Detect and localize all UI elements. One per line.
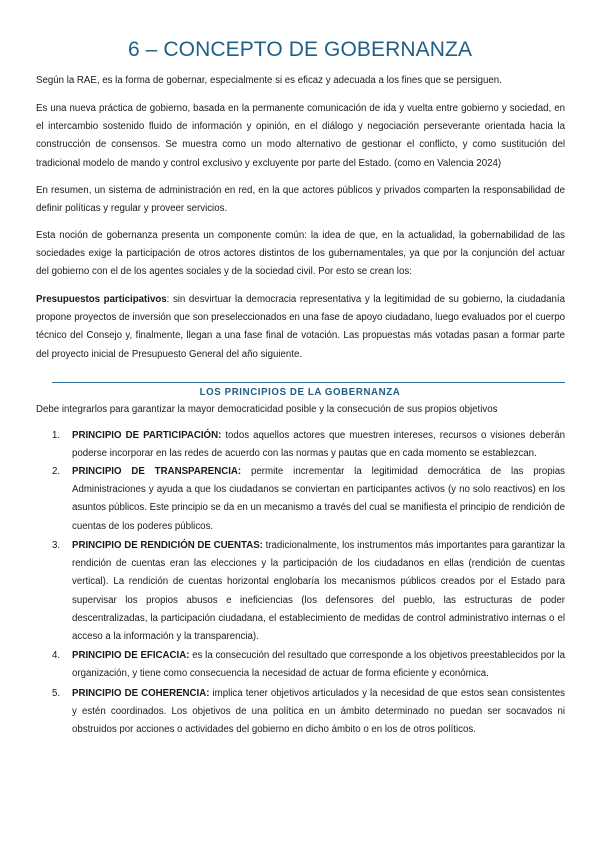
list-item-number: 5.	[52, 688, 61, 699]
principle-description: implica tener objetivos articulados y la necesidad de que estos sean consistentes y estén coordinados. Los objetivos de una política en un ámbito determinado no puedan ser socavados ni obstruidos por acciones o actividades del gobierno en dicho ámbito o en los de otros políticos.	[72, 688, 565, 736]
list-item-number: 3.	[52, 540, 61, 551]
principles-heading: LOS PRINCIPIOS DE LA GOBERNANZA	[199, 387, 401, 398]
principle-term: PRINCIPIO DE PARTICIPACIÓN:	[72, 430, 222, 441]
principle-description: todos aquellos actores que muestren intereses, recursos o visiones deberán poderse incorporar en las redes de acuerdo con las normas y pautas que en cada momento se establezcan.	[72, 430, 565, 460]
principle-term: PRINCIPIO DE EFICACIA:	[72, 650, 190, 661]
page-title: 6 – CONCEPTO DE GOBERNANZA	[127, 38, 473, 61]
paragraph-rae-definition: Según la RAE, es la forma de gobernar, especialmente si es eficaz y adecuada a los fines que se persiguen.	[36, 75, 502, 86]
list-item-number: 1.	[52, 430, 61, 441]
principle-description: es la consecución del resultado que corresponde a los objetivos preestablecidos por la organización, y tiene como consecuencia la necesidad de actuar de forma eficiente y económica.	[72, 650, 565, 680]
list-item-text	[72, 427, 565, 463]
paragraph-resumen: En resumen, un sistema de administración en red, en la que actores públicos y privados comparten la responsabilidad de definir políticas y regular y proveer servicios.	[36, 185, 565, 215]
principle-term: PRINCIPIO DE TRANSPARENCIA:	[72, 466, 242, 477]
list-item-text	[72, 537, 565, 646]
principle-description: permite incrementar la legitimidad democrática de las propias Administraciones y ayuda a que los ciudadanos se conviertan en participantes activos (y no solo reactivos) en los asuntos públicos. Este principio se da en un mecanismo a través del cual se manifiesta el principio de rendición de cuentas de los poderes públicos.	[72, 466, 565, 532]
principles-intro: Debe integrarlos para garantizar la mayor democraticidad posible y la consecución de sus propios objetivos	[36, 404, 498, 415]
list-item-text	[72, 647, 565, 683]
principle-description: tradicionalmente, los instrumentos más importantes para garantizar la rendición de cuentas eran las elecciones y la participación de los ciudadanos en ellas (rendición de cuentas vertical). La rendición de cuentas horizontal englobaría los mecanismos públicos creados por el Estado para supervisar los propios abusos e ineficiencias (los defensores del pueblo, las estructuras de poder descentralizadas, la participación ciudadana, el establecimiento de medidas de control administrativo internas o el acceso a la información y la transparencia).	[72, 540, 565, 643]
presupuestos-term: Presupuestos participativos	[36, 294, 167, 305]
presupuestos-text: : sin desvirtuar la democracia representativa y la legitimidad de su gobierno, la ciudadanía propone proyectos de inversión que son preseleccionados en una fase de apoyo ciudadano, luego evaluados por el cuerpo técnico del Consejo y, finalmente, llegan a una fase final de votación. Las propuestas más votadas pasan a formar parte del proyecto inicial de Presupuesto General del año siguiente.	[36, 294, 566, 360]
list-item-text	[72, 463, 565, 536]
list-item-text	[72, 685, 565, 740]
section-divider	[52, 382, 565, 383]
paragraph-nocion-gobernanza: Esta noción de gobernanza presenta un componente común: la idea de que, en la actualidad, la gobernabilidad de las sociedades exige la participación de otros actores distintos de los gubernamentales, ya que por la conjunción del actuar del gobierno con el de los agentes sociales y de la sociedad civil. Por esto se crean los:	[36, 230, 565, 278]
paragraph-nueva-practica: Es una nueva práctica de gobierno, basada en la permanente comunicación de ida y vuelta entre gobierno y sociedad, en el intercambio sostenido fluido de información y opinión, en el diálogo y negociación perseverante orientada hacia la construcción de consensos. Se muestra como un modo alternativo de gestionar el conflicto, y como sustitución del tradicional modelo de mando y control exclusivo y excluyente por parte del Estado. (como en Valencia 2024)	[36, 103, 565, 169]
list-item-number: 2.	[52, 466, 61, 477]
paragraph-presupuestos-participativos	[36, 291, 565, 364]
principle-term: PRINCIPIO DE RENDICIÓN DE CUENTAS:	[72, 540, 263, 551]
list-item-number: 4.	[52, 650, 61, 661]
principle-term: PRINCIPIO DE COHERENCIA:	[72, 688, 210, 699]
